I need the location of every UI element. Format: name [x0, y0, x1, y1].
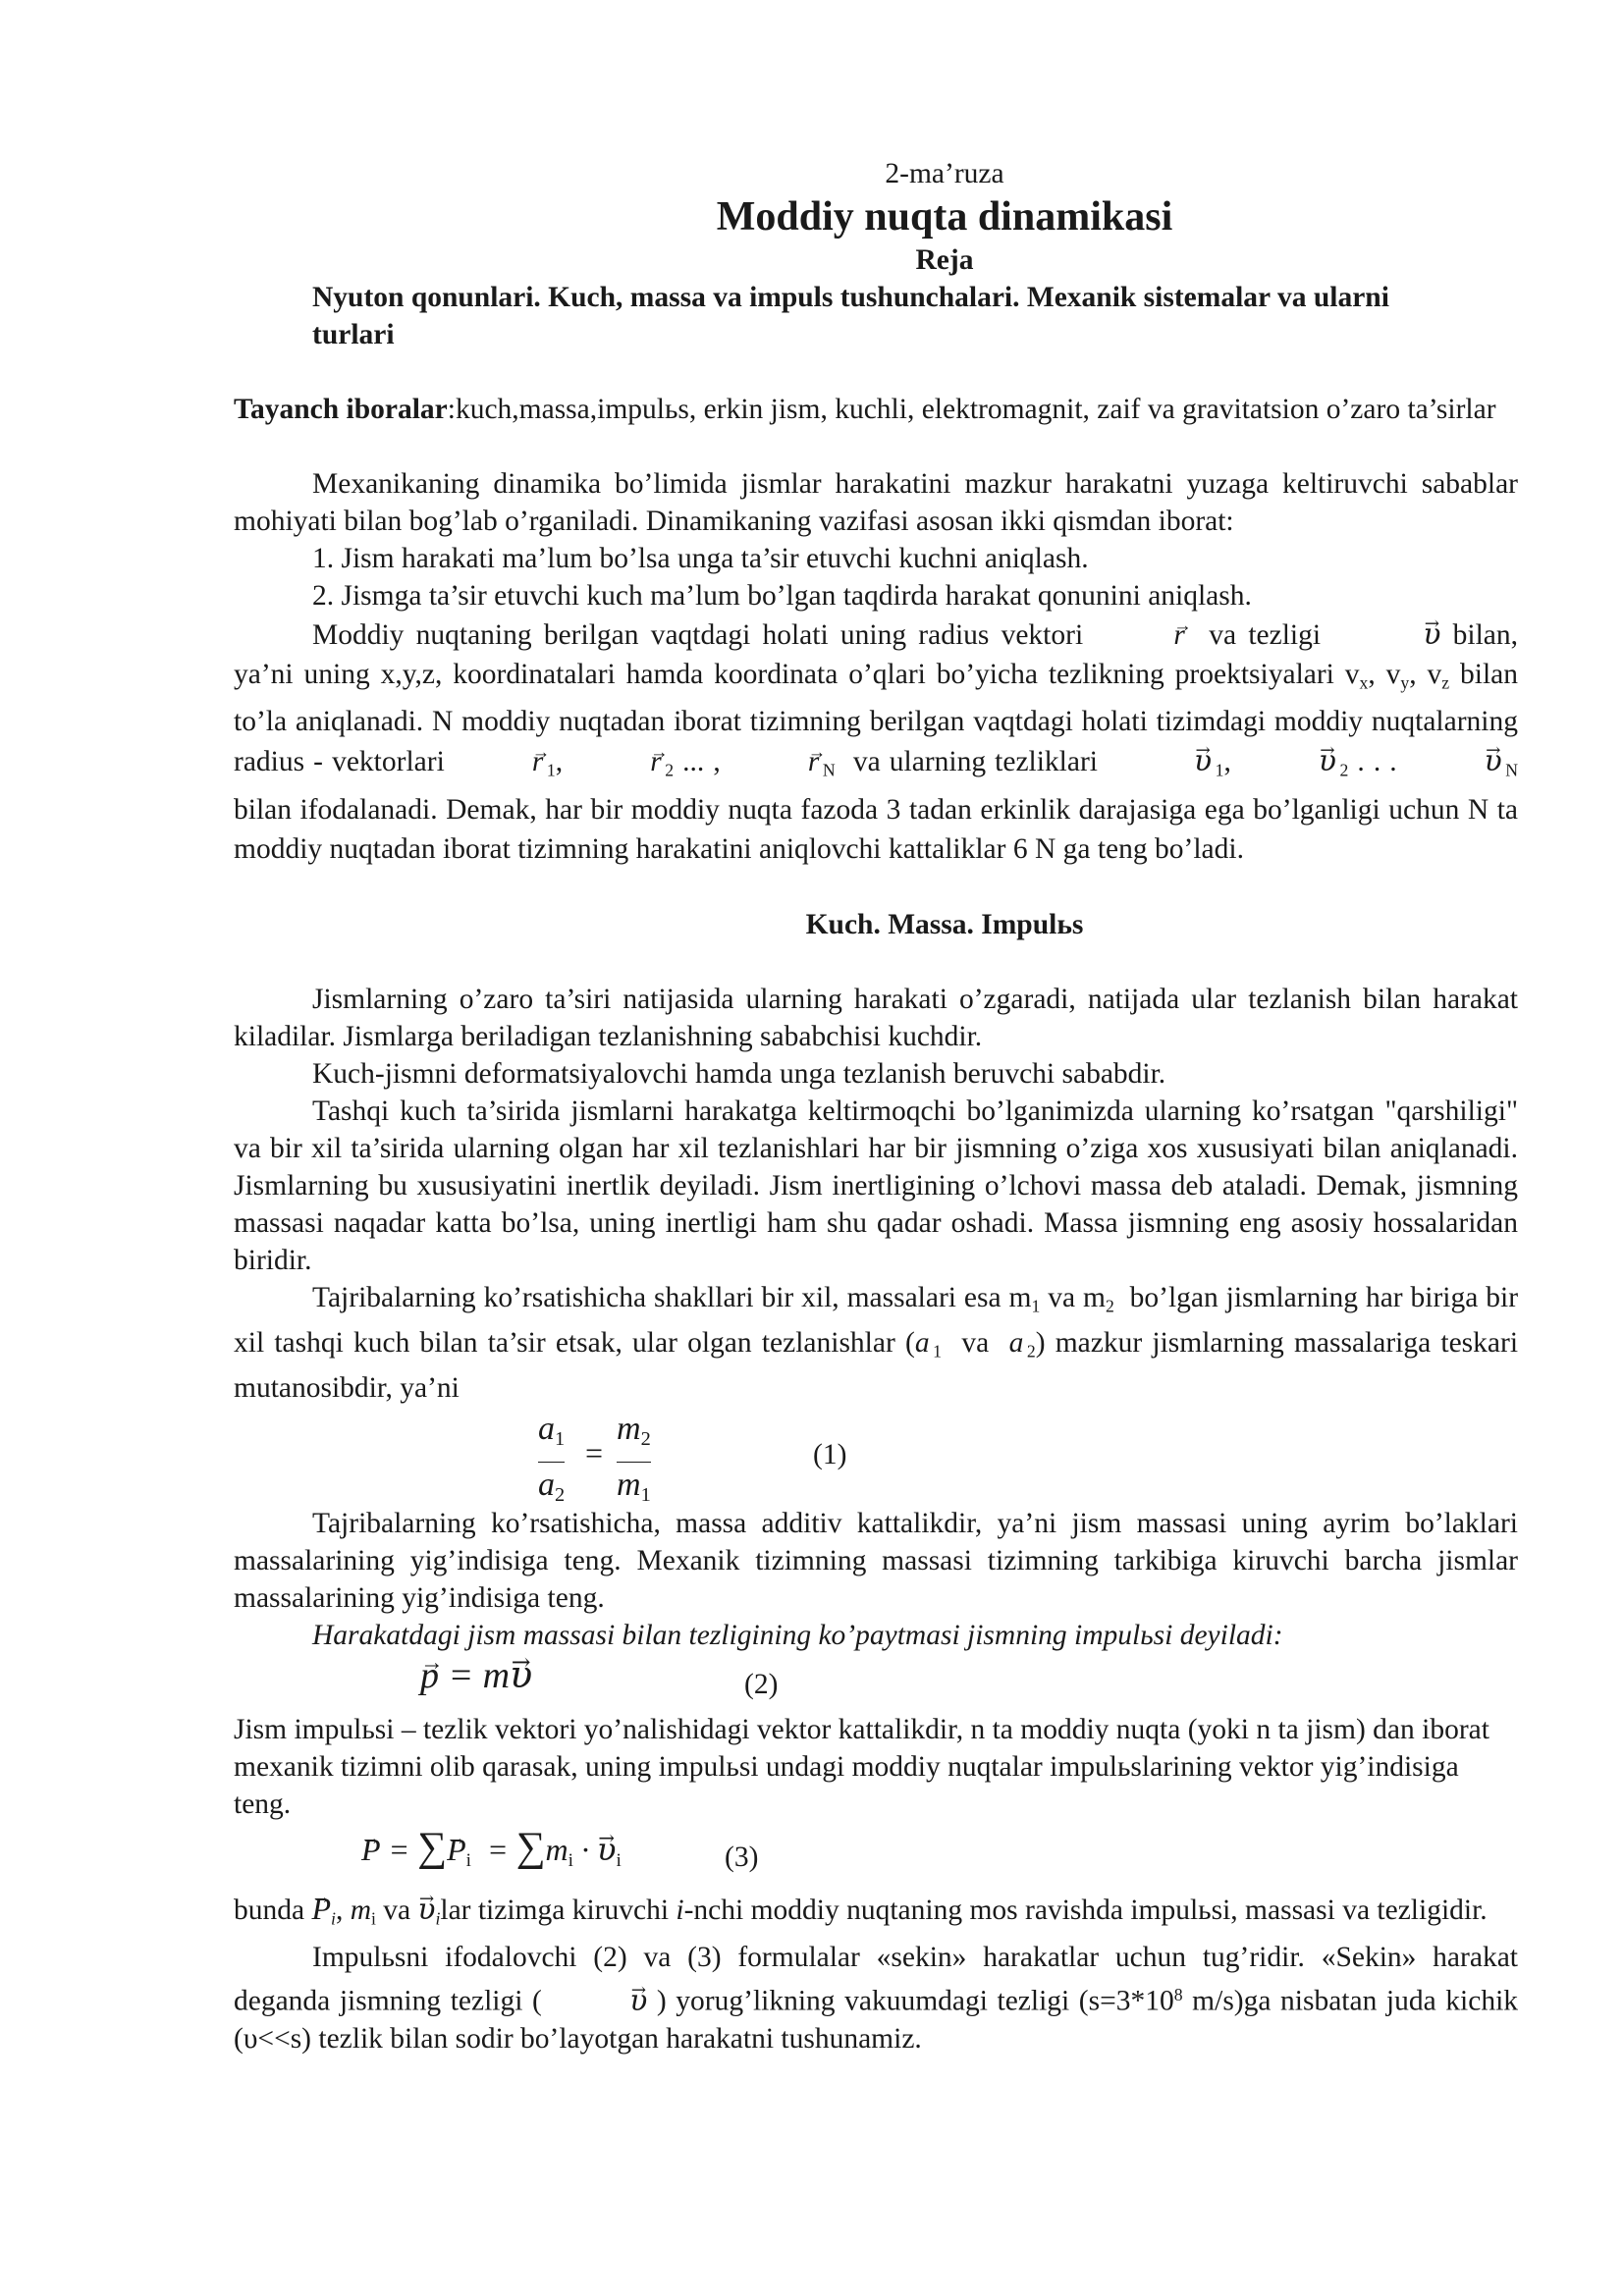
- body-paragraph: Tajribalarning ko’rsatishicha, massa additiv kattalikdir, ya’ni jism massasi uning ayrim bo’laklari massalarining yig’indisiga teng. Mexanik tizimning massasi tizimning tarkibiga kiruvchi barcha jismlar massalarining yig’indisiga teng.: [234, 1508, 1518, 1615]
- section-title: Kuch. Massa. Impulьs: [805, 908, 1084, 940]
- equation-1: [234, 1407, 1518, 1505]
- body-paragraph: Jismlarning o’zaro ta’siri natijasida ularning harakati o’zgaradi, natijada ular tezlanish bilan harakat kiladilar. Jismlarga beriladigan tezlanishning sababchisi kuchdir.: [234, 983, 1518, 1052]
- text-span: va: [383, 1895, 411, 1927]
- intro-paragraph: Mexanikaning dinamika bo’limida jismlar harakatini mazkur harakatni yuzaga keltiruvchi sabablar mohiyati bilan bog’lab o’rganiladi. Dinamikaning vazifasi asosan ikki qismdan iborat:: [234, 468, 1518, 537]
- document-content: [234, 155, 1518, 2057]
- equation-number: (3): [725, 1842, 759, 1874]
- fraction-m2-m1: $m_2$ $m_1$: [617, 1411, 651, 1507]
- radius-vector-symbol: → r: [571, 742, 661, 781]
- keywords-text: :kuch,massa,impulьs, erkin jism, kuchli, elektromagnit, zaif va gravitatsion o’zaro ta’sirlar: [447, 394, 1496, 425]
- velocity-vector-symbol: → υ: [1240, 741, 1336, 780]
- velocity-vector-symbol: → υ: [1406, 741, 1502, 780]
- text-span: Moddiy nuqtaning berilgan vaqtdagi holati uning radius vektori: [312, 619, 1084, 651]
- velocity-vector-symbol: → υ: [551, 1982, 647, 2019]
- text-span: Tajribalarning ko’rsatishicha shakllari bir xil, massalari esa m: [312, 1281, 1032, 1313]
- equation-number: (1): [813, 1439, 847, 1471]
- mass-ratio-paragraph: Tajribalarning ko’rsatishicha shakllari bir xil, massalari esa $m_1$ va $m_2$ bo’lgan jismlarning har biriga bir xil tashqi kuch bilan ta’sir etsak, ular olgan tezlanishlar (a $_1$ va a $_2$) mazkur jismlarning massalariga teskari mutanosibdir, ya’ni: [234, 1281, 1519, 1405]
- text-span: m/s)ga nisbatan juda kichik (υ<<s) tezlik bilan sodir bo’layotgan harakatni tushunamiz.: [234, 1986, 1519, 2056]
- text-span: lar tizimga kiruvchi: [440, 1895, 670, 1927]
- text-span: ) mazkur jismlarning massalariga teskari mutanosibdir, ya’ni: [234, 1326, 1519, 1405]
- plan-label: Reja: [915, 244, 974, 276]
- keywords-label: Tayanch iboralar: [234, 394, 448, 425]
- velocity-vector-symbol: → υ: [1344, 614, 1440, 654]
- text-span: bunda: [234, 1895, 305, 1927]
- text-span: va: [961, 1326, 990, 1359]
- notation-paragraph: bunda → $P_i$, $m_i$ va → $\upsilon_ilar$ tizimga kiruvchi i-nchi moddiy nuqtaning mos ravishda impulьsi, massasi va tezligidir.: [234, 1888, 1518, 1939]
- body-paragraph: Kuch-jismni deformatsiyalovchi hamda unga tezlanish beruvchi sababdir.: [312, 1057, 1166, 1090]
- text-span: va m: [1048, 1281, 1106, 1313]
- text-span: bilan ifodalanadi. Demak, har bir moddiy nuqta fazoda 3 tadan erkinlik darajasiga ega bo’lganligi uchun N ta moddiy nuqtadan iborat tizimning harakatini aniqlovchi kattaliklar 6 N ga teng bo’ladi.: [234, 793, 1518, 865]
- text-span: -nchi moddiy nuqtaning mos ravishda impulьsi, massasi va tezligidir.: [683, 1895, 1488, 1927]
- velocity-vector-symbol: → υ: [1115, 741, 1212, 780]
- list-item: 1. Jism harakati ma’lum bo’lsa unga ta’sir etuvchi kuchni aniqlash.: [312, 543, 1089, 574]
- impulse-definition: Harakatdagi jism massasi bilan tezligining ko’paytmasi jismning impulьsi deyiladi:: [312, 1620, 1283, 1652]
- text-span: va ularning tezliklari: [852, 746, 1098, 778]
- plan-text: Nyuton qonunlari. Kuch, massa va impuls tushunchalari. Mexanik sistemalar va ularni turlari: [312, 282, 1389, 350]
- equation-2: [234, 1654, 1518, 1711]
- text-span: va tezligi: [1209, 619, 1322, 651]
- text-span: bilan, ya’ni uning x,y,z, koordinatalari hamda koordinata o’qlari bo’yicha tezlikning proektsiyalari v: [234, 619, 1519, 690]
- text-span: bo’lgan jismlarning har biriga bir xil tashqi kuch bilan ta’sir etsak, ular olgan tezlanishlar (: [234, 1281, 1519, 1359]
- text-span: bilan to’la aniqlanadi. N moddiy nuqtadan iborat tizimning berilgan vaqtdagi holati tizimdagi moddiy nuqtalarning radius - vektorlari: [234, 659, 1518, 778]
- radius-vector-symbol: → r: [1095, 615, 1184, 655]
- text-span: ) yorug’likning vakuumdagi tezligi (s=3*10: [656, 1986, 1174, 2018]
- body-paragraph: Tashqi kuch ta’sirida jismlarni harakatga keltirmoqchi bo’lganimizda ularning ko’rsatgan "qarshiligi" va bir xil ta’sirida ularning olgan har xil tezlanishlari har bir jismning o’ziga xos xususiyati bilan aniqlanadi. Jismlarning bu xususiyatini inertlik deyiladi. Jism inertligining o’lchovi massa deb ataladi. Demak, jismning massasi naqadar katta bo’lsa, uning inertligi ham shu qadar oshadi. Massa jismning eng asosiy hossalaridan biridir.: [234, 1095, 1518, 1276]
- radius-vector-symbol: → r: [454, 742, 543, 781]
- equation-number: (2): [744, 1669, 779, 1701]
- impulse-vector-symbol: → P: [311, 1888, 331, 1929]
- text-span: Impulьsni ifodalovchi (2) va (3) formulalar «sekin» harakatlar uchun tug’ridir. «Sekin» harakat deganda jismning tezligi (: [234, 1942, 1518, 2018]
- radius-vector-symbol: → r: [730, 742, 819, 781]
- lecture-number: 2-ma’ruza: [885, 158, 1004, 189]
- equals-sign: =: [585, 1435, 604, 1471]
- body-paragraph: Impulьsni ifodalovchi (2) va (3) formulalar «sekin» harakatlar uchun tug’ridir. «Sekin» harakat deganda jismning tezligi ( → υ ) yorug’likning vakuumdagi tezligi ($s=3*10^8$ m/s)ga nisbatan juda kichik (υ<<s) tezlik bilan sodir bo’layotgan harakatni tushunamiz.: [234, 1939, 1518, 2057]
- impulse-formula: → p = m→ υ: [420, 1656, 532, 1694]
- fraction-a1-a2: $a_1$ $a_2$: [538, 1411, 566, 1507]
- total-impulse-formula: → P = ∑→ $P_i = \sum m_i$ · → $\upsilon_i$: [361, 1829, 622, 1880]
- keywords-paragraph: [234, 391, 1518, 428]
- body-paragraph: Jism impulьsi – tezlik vektori yo’nalishidagi vektor kattalikdir, n ta moddiy nuqta (yoki n ta jism) dan iborat mexanik tizimni olib qarasak, uning impulьsi undagi moddiy nuqtalar impulьslarining vektor yig’indisiga teng.: [234, 1714, 1489, 1821]
- page-title: Moddiy nuqta dinamikasi: [716, 194, 1173, 240]
- state-paragraph: Moddiy nuqtaning berilgan vaqtdagi holati uning radius vektori → r va tezligi → υ bilan, ya’ni uning x,y,z, koordinatalari hamda koordinata o’qlari bo’yicha tezlikning proektsiyalari $v_x$, $v_y$, $v_z$ bilan to’la aniqlanadi. N moddiy nuqtadan iborat tizimning berilgan vaqtdagi holati tizimdagi moddiy nuqtalarning radius - vektorlari → r $_1$, → r $_2$ ... , → r $_N$ va ularning tezliklari → υ $_1$, → υ $_2$ . . . → υ $_N$ bilan ifodalanadi. Demak, har bir moddiy nuqta fazoda 3 tadan erkinlik darajasiga ega bo’lganligi uchun N ta moddiy nuqtadan iborat tizimning harakatini aniqlovchi kattaliklar 6 N ga teng bo’ladi.: [234, 614, 1518, 869]
- list-item: 2. Jismga ta’sir etuvchi kuch ma’lum bo’lgan taqdirda harakat qonunini aniqlash.: [312, 580, 1252, 612]
- velocity-vector-symbol: → υ: [418, 1889, 436, 1930]
